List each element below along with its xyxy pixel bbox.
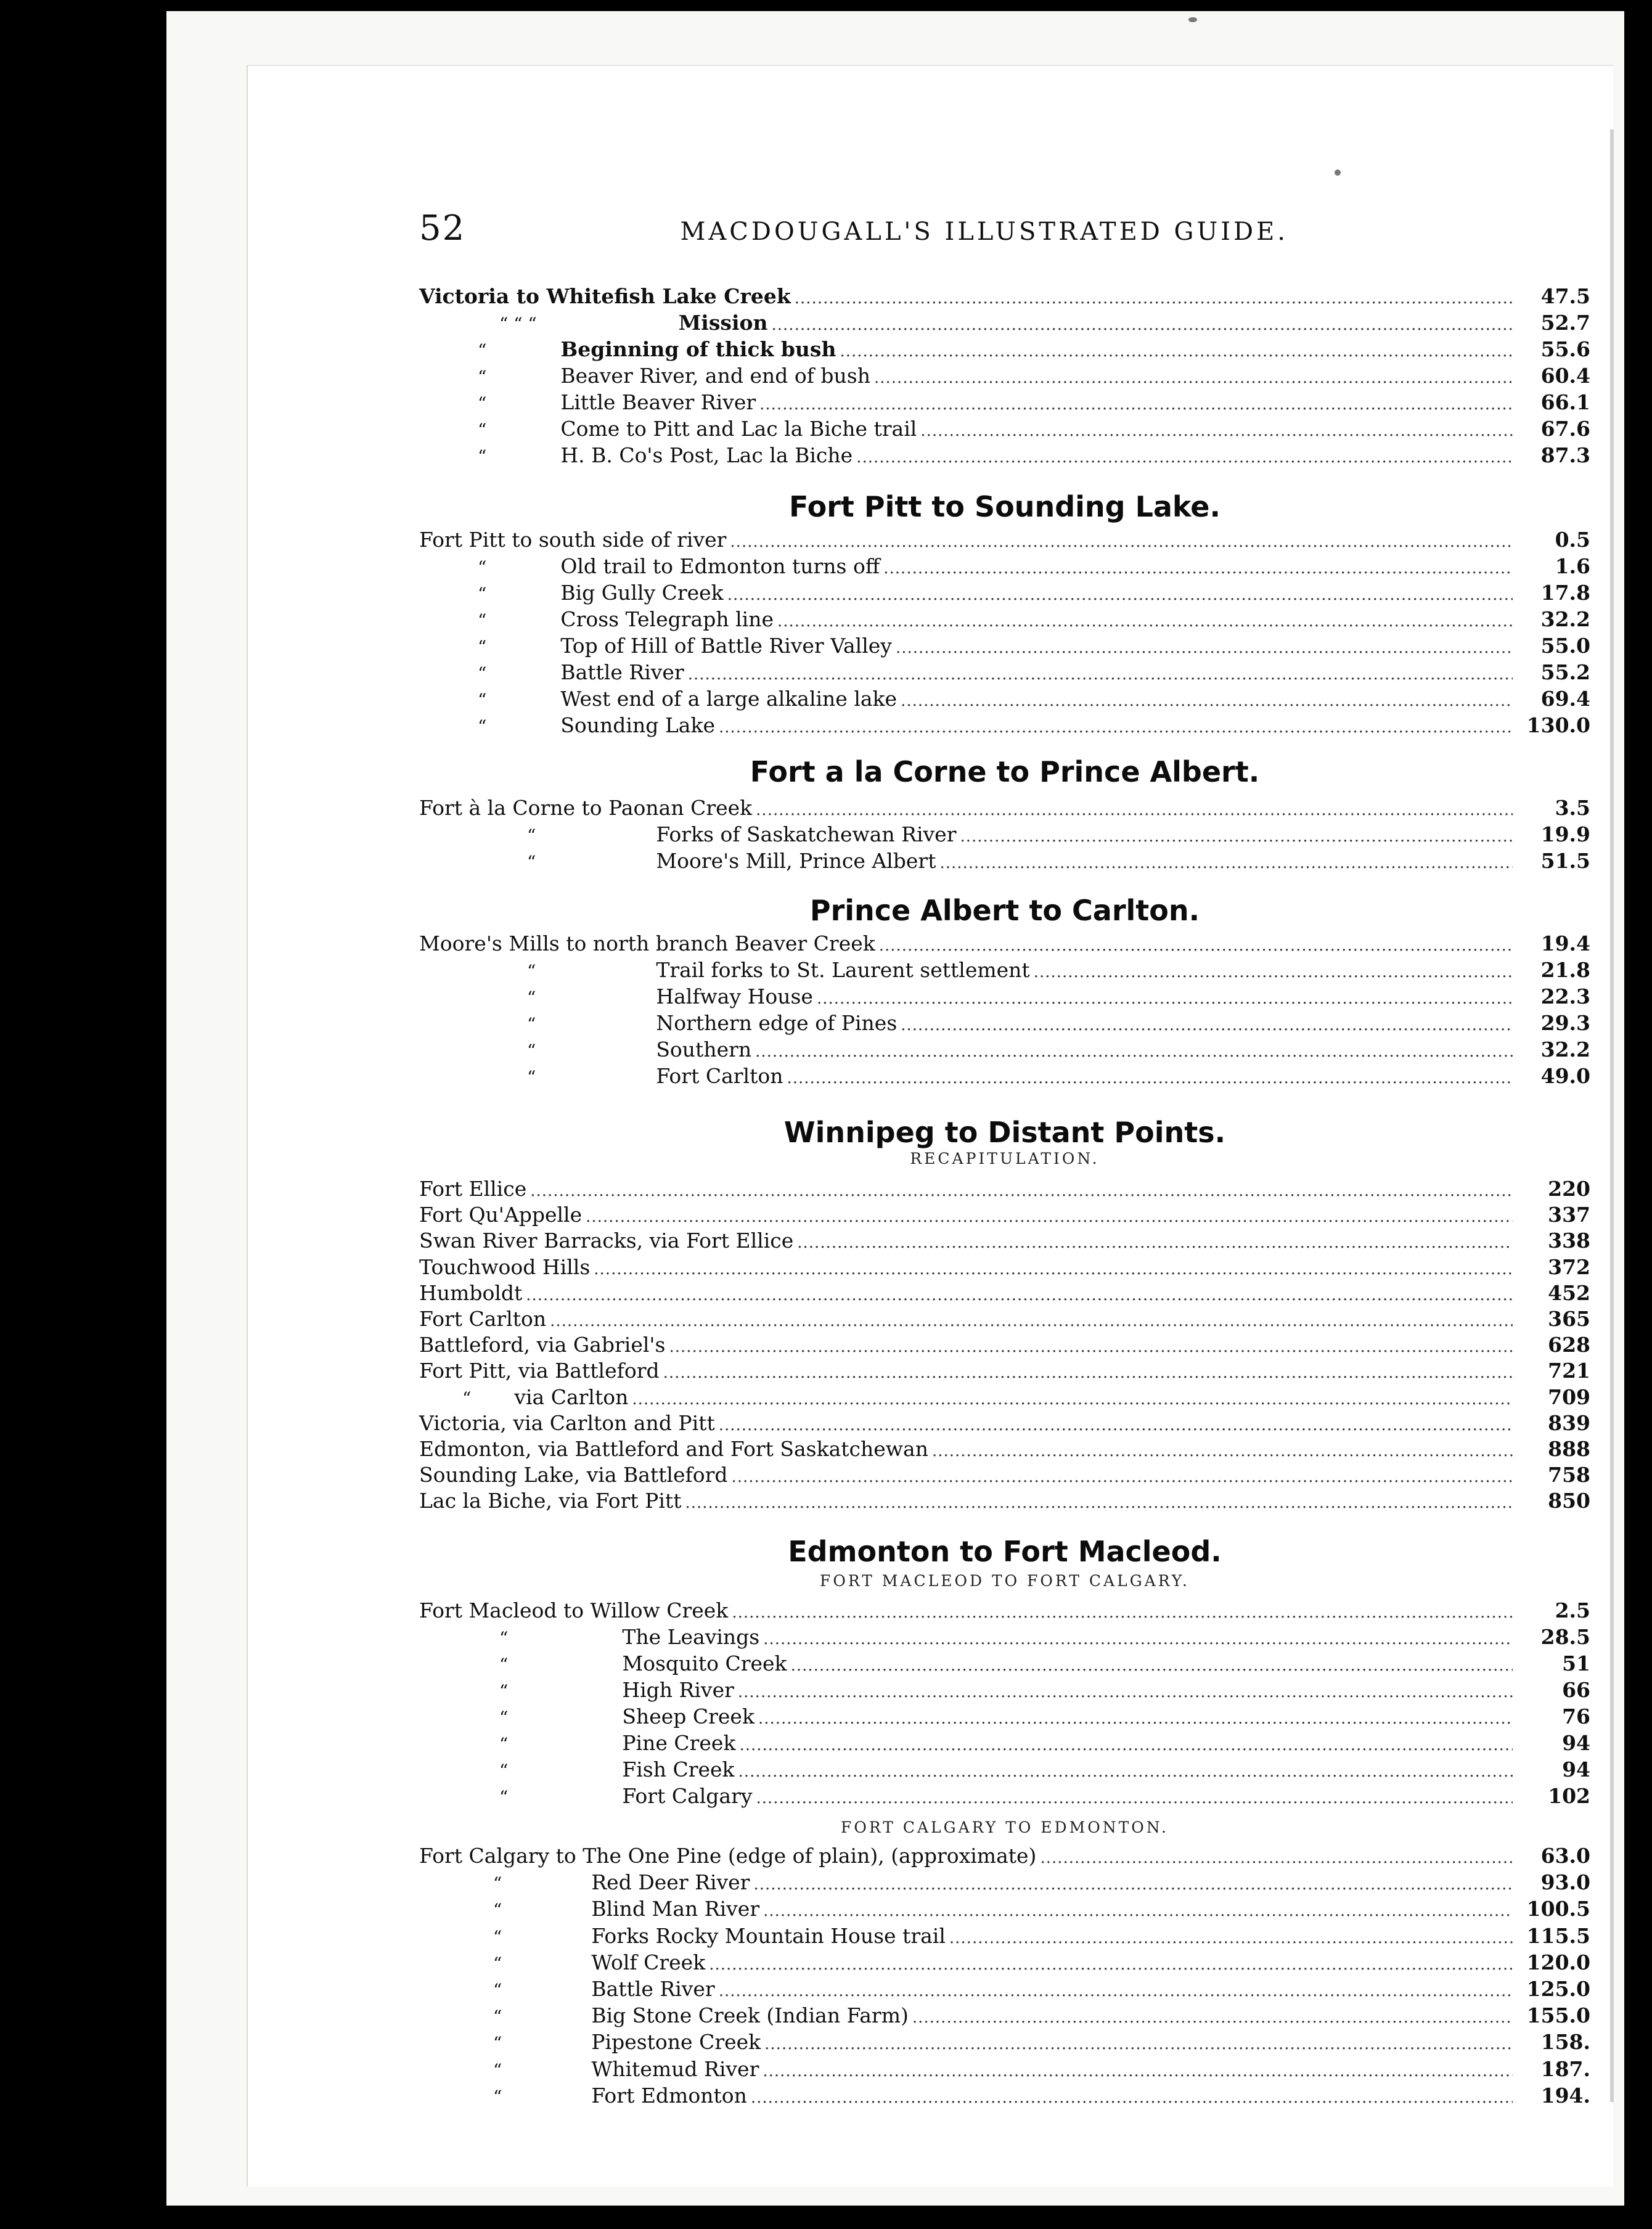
route-label: Old trail to Edmonton turns off — [560, 554, 880, 578]
distance-row — [419, 1280, 1590, 1306]
distance-row — [419, 1037, 1590, 1063]
ditto-mark: “ — [527, 988, 536, 1008]
distance-value: 29.3 — [1540, 1011, 1590, 1035]
distance-row — [419, 1757, 1590, 1783]
distance-value: 17.8 — [1540, 581, 1590, 605]
distance-row — [419, 1950, 1590, 1976]
distance-row — [419, 2056, 1590, 2082]
ditto-mark: “ — [527, 1014, 536, 1034]
distance-row — [419, 2029, 1590, 2055]
distance-row — [419, 554, 1590, 579]
route-label: Trail forks to St. Laurent settlement — [656, 958, 1030, 982]
section-subheading: RECAPITULATION. — [910, 1150, 1100, 1168]
dot-leader — [759, 391, 1513, 417]
distance-value: 2.5 — [1555, 1598, 1590, 1622]
ditto-mark: “ — [527, 1067, 536, 1087]
distance-row — [419, 1624, 1590, 1650]
dot-leader — [817, 986, 1513, 1012]
distance-value: 52.7 — [1540, 311, 1590, 335]
dot-leader — [663, 1360, 1513, 1386]
dot-leader — [896, 635, 1513, 661]
distance-value: 87.3 — [1540, 443, 1590, 467]
dot-leader — [787, 1065, 1513, 1091]
dot-leader — [949, 1925, 1513, 1951]
ditto-mark: “ — [527, 852, 536, 872]
dot-leader — [840, 338, 1513, 364]
route-label: Big Stone Creek (Indian Farm) — [591, 2003, 909, 2027]
route-label: Beginning of thick bush — [560, 337, 836, 361]
dot-leader — [688, 661, 1513, 687]
distance-value: 55.6 — [1540, 337, 1590, 361]
route-label: The Leavings — [622, 1625, 760, 1649]
distance-row — [419, 1332, 1590, 1358]
ditto-mark: “ — [478, 557, 487, 578]
distance-value: 32.2 — [1540, 1037, 1590, 1061]
distance-row — [419, 1870, 1590, 1896]
dot-leader — [763, 2058, 1513, 2084]
ditto-mark: “ — [493, 2006, 502, 2027]
distance-row — [419, 443, 1590, 468]
distance-row — [419, 2003, 1590, 2029]
section-heading: Fort a la Corne to Prince Albert. — [750, 755, 1260, 788]
ditto-mark: “ — [478, 637, 487, 657]
dot-leader — [751, 2085, 1513, 2111]
route-label: Pipestone Creek — [591, 2030, 761, 2054]
distance-value: 115.5 — [1526, 1924, 1590, 1948]
route-label: Moore's Mill, Prince Albert — [656, 849, 936, 873]
distance-row — [419, 1488, 1590, 1514]
distance-row — [419, 1306, 1590, 1332]
dot-leader — [1040, 1845, 1513, 1871]
section-heading: Edmonton to Fort Macleod. — [788, 1535, 1222, 1568]
route-label: Fort Macleod to Willow Creek — [419, 1598, 729, 1622]
dot-leader — [901, 1012, 1513, 1038]
dot-leader — [669, 1334, 1513, 1360]
distance-value: 3.5 — [1555, 796, 1590, 820]
route-label: Southern — [656, 1037, 752, 1061]
distance-row — [419, 1677, 1590, 1703]
ditto-mark: “ “ “ — [499, 314, 537, 334]
dot-leader — [738, 1679, 1513, 1705]
distance-value: 49.0 — [1540, 1064, 1590, 1088]
dot-leader — [932, 1438, 1513, 1464]
route-label: Humboldt — [419, 1281, 523, 1305]
section-heading: Prince Albert to Carlton. — [809, 894, 1200, 927]
route-label: Fort Carlton — [419, 1307, 547, 1331]
route-label: Pine Creek — [622, 1731, 736, 1755]
route-label: Northern edge of Pines — [656, 1011, 898, 1035]
distance-value: 100.5 — [1526, 1897, 1590, 1921]
distance-row — [419, 1358, 1590, 1384]
distance-row — [419, 1598, 1590, 1624]
distance-value: 51.5 — [1540, 849, 1590, 873]
distance-value: 130.0 — [1526, 713, 1590, 737]
distance-value: 220 — [1548, 1177, 1590, 1201]
distance-value: 850 — [1548, 1489, 1590, 1513]
section-subheading: FORT CALGARY TO EDMONTON. — [841, 1818, 1169, 1836]
dot-leader — [960, 824, 1513, 849]
ditto-mark: “ — [478, 690, 487, 710]
route-label: West end of a large alkaline lake — [560, 687, 898, 711]
distance-value: 102 — [1548, 1784, 1590, 1808]
ditto-mark: “ — [478, 367, 487, 387]
distance-row — [419, 527, 1590, 553]
route-label: Edmonton, via Battleford and Fort Saskatchewan — [419, 1437, 928, 1461]
distance-value: 839 — [1548, 1411, 1590, 1435]
route-label: High River — [622, 1678, 734, 1702]
distance-value: 21.8 — [1540, 958, 1590, 982]
ditto-mark: “ — [478, 610, 487, 631]
ditto-mark: “ — [478, 420, 487, 440]
ditto-mark: “ — [493, 2087, 502, 2107]
distance-value: 22.3 — [1540, 984, 1590, 1008]
distance-value: 60.4 — [1540, 364, 1590, 388]
distance-value: 372 — [1548, 1255, 1590, 1279]
distance-value: 51 — [1562, 1651, 1590, 1675]
route-label: Victoria, via Carlton and Pitt — [419, 1411, 715, 1435]
dot-leader — [756, 797, 1513, 823]
dot-leader — [763, 1626, 1513, 1652]
distance-value: 628 — [1548, 1333, 1590, 1357]
route-label: Forks of Saskatchewan River — [656, 822, 957, 846]
route-label: Halfway House — [656, 984, 813, 1008]
dot-leader — [732, 1464, 1513, 1490]
ditto-mark: “ — [478, 663, 487, 684]
route-label: Little Beaver River — [560, 390, 756, 414]
dot-leader — [856, 444, 1513, 470]
distance-value: 94 — [1562, 1757, 1590, 1781]
distance-row — [419, 1783, 1590, 1809]
dot-leader — [901, 688, 1513, 714]
dot-leader — [879, 933, 1513, 959]
ditto-mark: “ — [493, 2033, 502, 2053]
distance-value: 32.2 — [1540, 607, 1590, 631]
distance-row — [419, 337, 1590, 362]
distance-value: 63.0 — [1540, 1844, 1590, 1868]
running-title: MACDOUGALL'S ILLUSTRATED GUIDE. — [680, 218, 1288, 246]
distance-row — [419, 284, 1590, 309]
distance-value: 758 — [1548, 1463, 1590, 1487]
route-label: Lac la Biche, via Fort Pitt — [419, 1489, 682, 1513]
page-number: 52 — [419, 208, 466, 248]
ditto-mark: “ — [499, 1787, 509, 1807]
dot-leader — [738, 1759, 1513, 1785]
ditto-mark: “ — [499, 1734, 509, 1754]
ditto-mark: “ — [493, 1900, 502, 1920]
section-heading: Fort Pitt to Sounding Lake. — [789, 490, 1221, 523]
ditto-mark: “ — [493, 1873, 502, 1894]
distance-row — [419, 1730, 1590, 1756]
route-label: Come to Pitt and Lac la Biche trail — [560, 417, 917, 441]
route-label: Moore's Mills to north branch Beaver Creek — [419, 931, 875, 955]
dot-leader — [756, 1785, 1513, 1811]
distance-value: 194. — [1540, 2084, 1590, 2108]
route-label: Fish Creek — [622, 1757, 735, 1781]
dot-leader — [727, 582, 1513, 608]
distance-row — [419, 1651, 1590, 1677]
dot-leader — [632, 1386, 1513, 1412]
dot-leader — [594, 1256, 1513, 1282]
route-label: Big Gully Creek — [560, 581, 724, 605]
route-label: Sounding Lake, via Battleford — [419, 1463, 728, 1487]
distance-row — [419, 1923, 1590, 1949]
distance-row — [419, 713, 1590, 738]
ditto-mark: “ — [493, 1927, 502, 1947]
dot-leader — [758, 1706, 1513, 1732]
route-label: Swan River Barracks, via Fort Ellice — [419, 1229, 794, 1253]
route-label: Fort Calgary to The One Pine (edge of plain), (approximate) — [419, 1844, 1037, 1868]
distance-row — [419, 1010, 1590, 1036]
distance-row — [419, 848, 1590, 874]
distance-row — [419, 633, 1590, 659]
ditto-mark: “ — [493, 2060, 502, 2080]
distance-row — [419, 580, 1590, 606]
distance-value: 66.1 — [1540, 390, 1590, 414]
route-label: Fort Calgary — [622, 1784, 753, 1808]
distance-value: 365 — [1548, 1307, 1590, 1331]
route-label: Fort à la Corne to Paonan Creek — [419, 796, 753, 820]
distance-row — [419, 686, 1590, 712]
route-label: Forks Rocky Mountain House trail — [591, 1924, 946, 1948]
route-label: Fort Qu'Appelle — [419, 1203, 583, 1227]
distance-value: 158. — [1540, 2030, 1590, 2054]
route-label: Touchwood Hills — [419, 1255, 591, 1279]
distance-value: 94 — [1562, 1731, 1590, 1755]
distance-value: 19.9 — [1540, 822, 1590, 846]
section-heading: Winnipeg to Distant Points. — [783, 1116, 1226, 1149]
distance-row — [419, 984, 1590, 1010]
distance-value: 187. — [1540, 2057, 1590, 2081]
route-label: Fort Carlton — [656, 1064, 783, 1088]
distance-value: 0.5 — [1555, 528, 1590, 552]
distance-row — [419, 1462, 1590, 1488]
distance-row — [419, 1202, 1590, 1228]
dot-leader — [764, 2031, 1513, 2057]
distance-row — [419, 607, 1590, 632]
route-label: Whitemud River — [591, 2057, 759, 2081]
route-label: Fort Ellice — [419, 1177, 527, 1201]
distance-value: 338 — [1548, 1229, 1590, 1253]
ditto-mark: “ — [527, 825, 536, 846]
ditto-mark: “ — [499, 1708, 509, 1728]
distance-row — [419, 1176, 1590, 1202]
distance-value: 47.5 — [1540, 284, 1590, 308]
distance-value: 120.0 — [1526, 1950, 1590, 1974]
route-label: Sheep Creek — [622, 1704, 754, 1728]
dot-leader — [730, 529, 1513, 555]
dot-leader — [874, 365, 1513, 391]
dot-leader — [920, 418, 1513, 444]
dot-leader — [719, 1412, 1513, 1438]
dot-leader — [791, 1653, 1513, 1679]
distance-value: 67.6 — [1540, 417, 1590, 441]
distance-value: 125.0 — [1526, 1977, 1590, 2001]
route-label: Mission — [678, 311, 768, 335]
distance-row — [419, 1843, 1590, 1869]
distance-row — [419, 822, 1590, 848]
dot-leader — [753, 1871, 1513, 1897]
distance-value: 76 — [1562, 1704, 1590, 1728]
distance-value: 28.5 — [1540, 1625, 1590, 1649]
dot-leader — [1034, 959, 1513, 985]
distance-value: 721 — [1548, 1359, 1590, 1383]
dot-leader — [526, 1282, 1513, 1308]
distance-row — [419, 795, 1590, 821]
ditto-mark: “ — [478, 393, 487, 414]
section-subheading: FORT MACLEOD TO FORT CALGARY. — [819, 1572, 1190, 1590]
route-label: Fort Pitt, via Battleford — [419, 1359, 660, 1383]
route-label: Blind Man River — [591, 1897, 760, 1921]
ditto-mark: “ — [499, 1628, 509, 1648]
route-label: Battle River — [560, 660, 684, 684]
distance-value: 55.0 — [1540, 634, 1590, 658]
dot-leader — [530, 1178, 1513, 1204]
distance-value: 337 — [1548, 1203, 1590, 1227]
dot-leader — [719, 714, 1513, 740]
route-label: Battle River — [591, 1977, 715, 2001]
distance-tables — [419, 0, 1590, 2229]
distance-value: 709 — [1548, 1385, 1590, 1409]
ditto-mark: “ — [527, 961, 536, 981]
dot-leader — [685, 1490, 1513, 1516]
distance-value: 93.0 — [1540, 1870, 1590, 1894]
route-label: Mosquito Creek — [622, 1651, 787, 1675]
ditto-mark: “ — [499, 1761, 509, 1781]
distance-value: 888 — [1548, 1437, 1590, 1461]
distance-row — [419, 363, 1590, 389]
route-label: Beaver River, and end of bush — [560, 364, 870, 388]
distance-value: 452 — [1548, 1281, 1590, 1305]
dot-leader — [732, 1600, 1513, 1626]
route-label: Fort Pitt to south side of river — [419, 528, 727, 552]
ditto-mark: “ — [499, 1681, 509, 1701]
route-label: Top of Hill of Battle River Valley — [560, 634, 892, 658]
distance-row — [419, 1976, 1590, 2002]
ditto-mark: “ — [478, 340, 487, 361]
distance-row — [419, 660, 1590, 685]
route-label: Battleford, via Gabriel's — [419, 1333, 666, 1357]
distance-row — [419, 1436, 1590, 1462]
route-label: Cross Telegraph line — [560, 607, 774, 631]
dot-leader — [939, 850, 1513, 876]
distance-value: 55.2 — [1540, 660, 1590, 684]
distance-row — [419, 1063, 1590, 1089]
ditto-mark: “ — [478, 716, 487, 737]
ditto-mark: “ — [478, 584, 487, 604]
ditto-mark: “ — [493, 1953, 502, 1974]
ditto-mark: “ — [478, 446, 487, 467]
dot-leader — [709, 1952, 1513, 1977]
ditto-mark: “ — [493, 1980, 502, 2000]
distance-value: 19.4 — [1540, 931, 1590, 955]
distance-value: 66 — [1562, 1678, 1590, 1702]
distance-row — [419, 310, 1590, 336]
dot-leader — [912, 2005, 1513, 2031]
dot-leader — [777, 608, 1513, 634]
dot-leader — [739, 1732, 1513, 1758]
page-edge — [1610, 129, 1614, 2102]
dot-leader — [755, 1039, 1513, 1065]
route-label: via Carlton — [514, 1385, 629, 1409]
dot-leader — [550, 1308, 1513, 1334]
distance-value: 69.4 — [1540, 687, 1590, 711]
ditto-mark: “ — [499, 1654, 509, 1675]
distance-value: 155.0 — [1526, 2003, 1590, 2027]
ditto-mark: “ — [462, 1388, 472, 1409]
distance-row — [419, 2083, 1590, 2109]
distance-value: 1.6 — [1555, 554, 1590, 578]
route-label: H. B. Co's Post, Lac la Biche — [560, 443, 853, 467]
dot-leader — [795, 285, 1513, 311]
dot-leader — [719, 1978, 1513, 2004]
dot-leader — [772, 312, 1513, 338]
dot-leader — [797, 1230, 1513, 1256]
dot-leader — [586, 1204, 1513, 1230]
distance-row — [419, 1704, 1590, 1730]
distance-row — [419, 390, 1590, 415]
distance-row — [419, 1254, 1590, 1280]
ditto-mark: “ — [527, 1041, 536, 1061]
dot-leader — [883, 555, 1513, 581]
distance-row — [419, 416, 1590, 442]
dot-leader — [763, 1898, 1513, 1924]
distance-row — [419, 1228, 1590, 1254]
distance-row — [419, 931, 1590, 957]
route-label: Red Deer River — [591, 1870, 750, 1894]
route-label: Victoria to Whitefish Lake Creek — [419, 284, 791, 308]
distance-row — [419, 1896, 1590, 1922]
route-label: Sounding Lake — [560, 713, 715, 737]
distance-row — [419, 1410, 1590, 1436]
distance-row — [419, 1384, 1590, 1410]
route-label: Fort Edmonton — [591, 2084, 747, 2108]
route-label: Wolf Creek — [591, 1950, 706, 1974]
distance-row — [419, 957, 1590, 983]
